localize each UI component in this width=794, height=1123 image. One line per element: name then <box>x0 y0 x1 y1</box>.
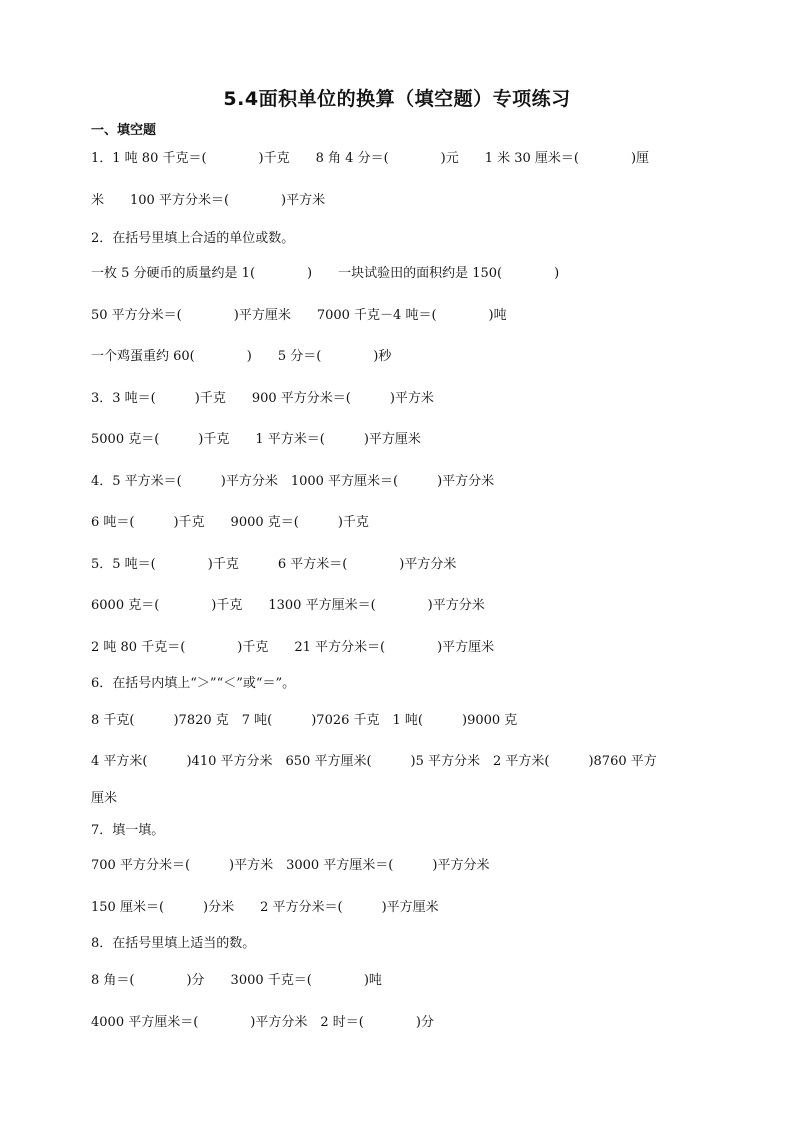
exercise-line: 7．填一填。 <box>91 823 165 838</box>
exercise-line: 6．在括号内填上“＞”“＜”或“＝”。 <box>91 676 296 691</box>
exercise-line: 4000 平方厘米＝( )平方分米 2 时＝( )分 <box>91 1015 434 1030</box>
exercise-line: 8 千克( )7820 克 7 吨( )7026 千克 1 吨( )9000 克 <box>91 713 518 728</box>
exercise-line: 50 平方分米＝( )平方厘米 7000 千克－4 吨＝( )吨 <box>91 308 507 323</box>
exercise-line: 700 平方分米＝( )平方米 3000 平方厘米＝( )平方分米 <box>91 858 490 873</box>
exercise-line: 1．1 吨 80 千克＝( )千克 8 角 4 分＝( )元 1 米 30 厘米＝( )厘 <box>91 151 650 166</box>
exercise-line: 5．5 吨＝( )千克 6 平方米＝( )平方分米 <box>91 557 457 572</box>
exercise-line: 8 角＝( )分 3000 千克＝( )吨 <box>91 973 382 988</box>
exercise-line: 150 厘米＝( )分米 2 平方分米＝( )平方厘米 <box>91 900 439 915</box>
exercise-line: 6 吨＝( )千克 9000 克＝( )千克 <box>91 515 369 530</box>
exercise-line: 米 100 平方分米＝( )平方米 <box>91 193 326 208</box>
exercise-line: 一个鸡蛋重约 60( ) 5 分＝( )秒 <box>91 349 392 364</box>
exercise-line: 2 吨 80 千克＝( )千克 21 平方分米＝( )平方厘米 <box>91 640 495 655</box>
exercise-line: 4 平方米( )410 平方分米 650 平方厘米( )5 平方分米 2 平方米( )8760 平方 <box>91 754 657 769</box>
exercise-line: 厘米 <box>91 791 118 806</box>
exercise-line: 2．在括号里填上合适的单位或数。 <box>91 231 295 246</box>
exercise-line: 3．3 吨＝( )千克 900 平方分米＝( )平方米 <box>91 391 434 406</box>
exercise-line: 6000 克＝( )千克 1300 平方厘米＝( )平方分米 <box>91 598 485 613</box>
exercise-line: 8．在括号里填上适当的数。 <box>91 936 256 951</box>
exercise-line: 4．5 平方米＝( )平方分米 1000 平方厘米＝( )平方分米 <box>91 474 495 489</box>
page-title: 5.4面积单位的换算（填空题）专项练习 <box>223 88 571 110</box>
exercise-line: 一枚 5 分硬币的质量约是 1( ) 一块试验田的面积约是 150( ) <box>91 266 560 281</box>
section-heading: 一、填空题 <box>91 123 157 138</box>
exercise-line: 5000 克＝( )千克 1 平方米＝( )平方厘米 <box>91 432 421 447</box>
